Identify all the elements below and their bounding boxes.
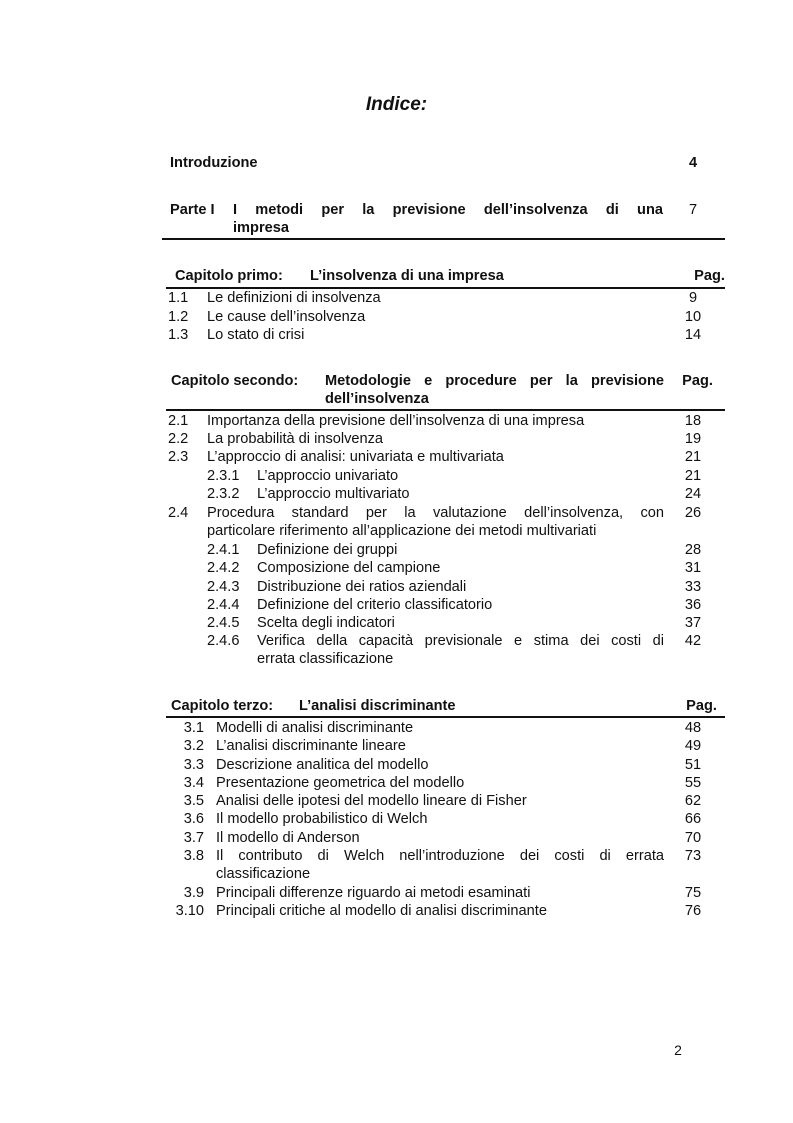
item-number: 3.3 (183, 757, 204, 773)
item-page: 19 (684, 431, 702, 447)
toc-subitem[interactable] (168, 467, 725, 486)
toc-subitem[interactable] (168, 578, 725, 597)
item-number: 2.4.1 (207, 542, 240, 558)
item-page: 33 (684, 579, 702, 595)
item-page: 51 (684, 757, 702, 773)
item-number: 3.1 (183, 720, 204, 736)
parte1-page: 7 (688, 202, 698, 218)
item-number: 1.1 (168, 290, 189, 306)
item-number: 2.4 (168, 505, 189, 521)
item-title: Composizione del campione (257, 560, 441, 576)
page-title: Indice: (365, 94, 428, 115)
cap2-header (168, 373, 725, 411)
item-page: 73 (684, 848, 702, 864)
item-title-line1: Procedura standard per la valutazione dell’insolvenza, con (207, 505, 664, 521)
cap1-title: L’insolvenza di una impresa (310, 268, 504, 284)
item-page: 21 (684, 468, 702, 484)
item-title: L’approccio univariato (257, 468, 399, 484)
toc-intro[interactable] (168, 154, 725, 173)
item-page: 37 (684, 615, 702, 631)
toc-item[interactable] (168, 810, 725, 829)
item-number: 3.9 (183, 885, 204, 901)
page-number: 2 (674, 1042, 682, 1058)
item-title: L’approccio multivariato (257, 486, 410, 502)
toc-parte1[interactable] (168, 202, 725, 242)
parte1-title-line1: I metodi per la previsione dell’insolvenza di una (233, 202, 663, 218)
item-title: Principali differenze riguardo ai metodi esaminati (216, 885, 531, 901)
divider-line (166, 716, 725, 718)
toc-subitem[interactable] (168, 614, 725, 633)
item-number: 2.2 (168, 431, 189, 447)
item-title-line2: classificazione (216, 866, 311, 882)
cap3-title: L’analisi discriminante (299, 698, 456, 714)
item-title: Definizione dei gruppi (257, 542, 398, 558)
item-number: 3.4 (183, 775, 204, 791)
toc-item[interactable] (168, 412, 725, 431)
item-page: 10 (684, 309, 702, 325)
item-number: 2.3 (168, 449, 189, 465)
cap2-title-line2: dell’insolvenza (325, 391, 429, 407)
toc-item[interactable] (168, 719, 725, 738)
toc-item[interactable] (168, 326, 725, 345)
toc-item[interactable] (168, 756, 725, 775)
item-number: 1.2 (168, 309, 189, 325)
item-title: Definizione del criterio classificatorio (257, 597, 493, 613)
item-number: 3.5 (183, 793, 204, 809)
item-title: Le cause dell’insolvenza (207, 309, 366, 325)
toc-subitem[interactable] (168, 485, 725, 504)
toc-item[interactable] (168, 774, 725, 793)
item-page: 76 (684, 903, 702, 919)
item-page: 70 (684, 830, 702, 846)
item-number: 2.4.4 (207, 597, 240, 613)
item-title: Descrizione analitica del modello (216, 757, 429, 773)
item-title-line2: errata classificazione (257, 651, 394, 667)
item-number: 2.3.2 (207, 486, 240, 502)
item-number: 2.4.6 (207, 633, 240, 649)
item-number: 3.10 (175, 903, 204, 919)
item-page: 14 (684, 327, 702, 343)
toc-subitem[interactable] (168, 541, 725, 560)
parte1-title-line2: impresa (233, 220, 289, 236)
cap2-pag-label: Pag. (682, 373, 713, 389)
cap2-title-line1: Metodologie e procedure per la previsione (325, 373, 664, 389)
item-title-line2: particolare riferimento all’applicazione dei metodi multivariati (207, 523, 597, 539)
item-title: Scelta degli indicatori (257, 615, 395, 631)
item-page: 48 (684, 720, 702, 736)
divider-line (162, 238, 725, 240)
item-number: 1.3 (168, 327, 189, 343)
cap3-heading: Capitolo terzo: (171, 698, 274, 714)
item-page: 24 (684, 486, 702, 502)
toc-item[interactable] (168, 448, 725, 467)
item-page: 62 (684, 793, 702, 809)
toc-item[interactable] (168, 847, 725, 885)
item-page: 28 (684, 542, 702, 558)
item-page: 26 (684, 505, 702, 521)
item-page: 49 (684, 738, 702, 754)
item-title: L’approccio di analisi: univariata e multivariata (207, 449, 504, 465)
toc-item[interactable] (168, 902, 725, 921)
item-number: 2.3.1 (207, 468, 240, 484)
item-title: L’analisi discriminante lineare (216, 738, 406, 754)
item-title: Importanza della previsione dell’insolvenza di una impresa (207, 413, 585, 429)
item-page: 42 (684, 633, 702, 649)
item-title: Il modello di Anderson (216, 830, 360, 846)
item-page: 31 (684, 560, 702, 576)
item-number: 2.1 (168, 413, 189, 429)
cap3-header (168, 698, 725, 718)
item-number: 3.6 (183, 811, 204, 827)
toc-item[interactable] (168, 504, 725, 542)
divider-line (166, 409, 725, 411)
cap1-pag-label: Pag. (694, 268, 725, 284)
item-title: Il modello probabilistico di Welch (216, 811, 428, 827)
item-title: La probabilità di insolvenza (207, 431, 384, 447)
item-page: 55 (684, 775, 702, 791)
toc-item[interactable] (168, 792, 725, 811)
item-page: 21 (684, 449, 702, 465)
toc-subitem[interactable] (168, 632, 725, 670)
cap1-heading: Capitolo primo: (175, 268, 283, 284)
toc-subitem[interactable] (168, 559, 725, 578)
item-number: 2.4.3 (207, 579, 240, 595)
item-number: 3.7 (183, 830, 204, 846)
toc-item[interactable] (168, 884, 725, 903)
toc-subitem[interactable] (168, 596, 725, 615)
item-title: Presentazione geometrica del modello (216, 775, 465, 791)
item-number: 3.8 (183, 848, 204, 864)
item-title-line1: Verifica della capacità previsionale e stima dei costi di (257, 633, 664, 649)
parte1-label: Parte I (170, 202, 215, 218)
cap3-pag-label: Pag. (686, 698, 717, 714)
item-title: Analisi delle ipotesi del modello lineare di Fisher (216, 793, 527, 809)
toc-item[interactable] (168, 737, 725, 756)
toc-item[interactable] (168, 308, 725, 327)
item-title: Lo stato di crisi (207, 327, 305, 343)
item-number: 2.4.2 (207, 560, 240, 576)
item-page: 66 (684, 811, 702, 827)
intro-label: Introduzione (170, 155, 258, 171)
item-title: Distribuzione dei ratios aziendali (257, 579, 467, 595)
item-page: 36 (684, 597, 702, 613)
intro-page: 4 (688, 155, 698, 171)
toc-item[interactable] (168, 289, 725, 308)
toc-item[interactable] (168, 430, 725, 449)
cap1-header (168, 268, 725, 288)
item-title: Le definizioni di insolvenza (207, 290, 381, 306)
cap2-heading: Capitolo secondo: (171, 373, 299, 389)
toc-item[interactable] (168, 829, 725, 848)
item-title: Principali critiche al modello di analisi discriminante (216, 903, 547, 919)
item-title-line1: Il contributo di Welch nell’introduzione dei costi di errata (216, 848, 664, 864)
item-title: Modelli di analisi discriminante (216, 720, 414, 736)
item-number: 3.2 (183, 738, 204, 754)
item-page: 18 (684, 413, 702, 429)
item-number: 2.4.5 (207, 615, 240, 631)
item-page: 75 (684, 885, 702, 901)
item-page: 9 (688, 290, 698, 306)
